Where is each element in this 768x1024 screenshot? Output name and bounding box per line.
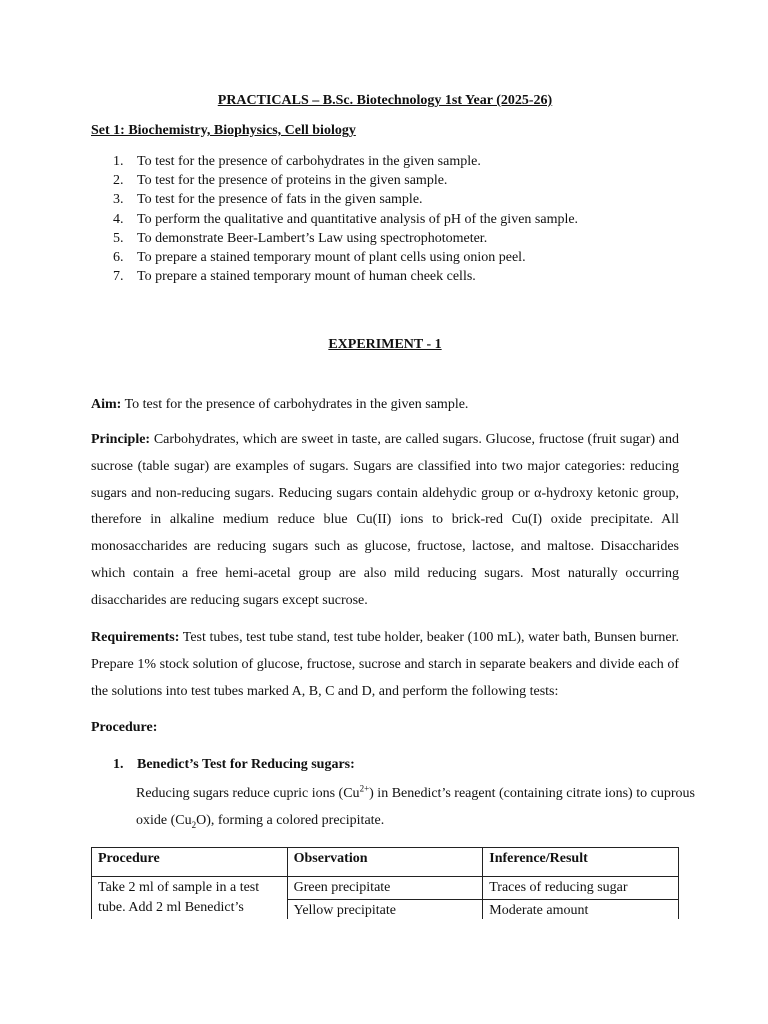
list-item xyxy=(91,171,578,190)
table-cell: Traces of reducing sugar xyxy=(483,877,679,900)
set-heading: Set 1: Biochemistry, Biophysics, Cell biology xyxy=(91,123,356,138)
list-number: 3. xyxy=(113,192,124,208)
list-item xyxy=(91,210,578,229)
list-number: 7. xyxy=(113,269,124,285)
step-desc-part: ) in Benedict’s reagent (containing citrate ions) to cuprous oxide (Cu xyxy=(136,786,695,828)
table-header: Inference/Result xyxy=(483,848,679,877)
principle-text: Carbohydrates, which are sweet in taste, are called sugars. Glucose, fructose (fruit sugar) and sucrose (table sugar) are examples of sugars. Sugars are classified into two major categories: reducing sugars and non-reducing sugars. Reducing sugars contain aldehydic group or α-hydroxy ketonic group, therefore in alkaline medium reduce blue Cu(II) ions to brick-red Cu(I) oxide precipitate. All monosaccharides are reducing sugars such as glucose, fructose, lactose, and maltose. Disaccharides which contain a free hemi-acetal group are also mild reducing sugars. Most naturally occurring disaccharides are reducing sugars except sucrose. xyxy=(91,432,679,608)
step-desc-part: O), forming a colored precipitate. xyxy=(196,813,385,828)
list-number: 4. xyxy=(113,211,124,227)
aim-paragraph xyxy=(91,392,679,419)
principle-label: Principle: xyxy=(91,432,151,447)
list-number: 2. xyxy=(113,173,124,189)
step-description xyxy=(136,780,696,834)
procedure-heading: Procedure: xyxy=(91,720,158,735)
list-number: 5. xyxy=(113,230,124,246)
list-text: To test for the presence of carbohydrates in the given sample. xyxy=(137,154,481,169)
experiment-heading: EXPERIMENT - 1 xyxy=(328,337,442,352)
list-number: 1. xyxy=(113,154,124,169)
list-text: To prepare a stained temporary mount of human cheek cells. xyxy=(137,269,476,285)
superscript: 2+ xyxy=(359,783,370,794)
list-number: 6. xyxy=(113,249,124,265)
table-cell-procedure: Take 2 ml of sample in a test tube. Add 2 ml Benedict’s xyxy=(92,877,288,920)
list-item xyxy=(91,229,578,248)
step-title-text: Benedict’s Test for Reducing sugars: xyxy=(137,757,355,772)
table-header-row xyxy=(92,848,679,877)
list-text: To prepare a stained temporary mount of plant cells using onion peel. xyxy=(137,249,526,265)
list-text: To test for the presence of fats in the given sample. xyxy=(137,192,423,208)
step-title xyxy=(113,757,355,773)
results-table-container xyxy=(91,847,691,919)
list-text: To demonstrate Beer-Lambert’s Law using spectrophotometer. xyxy=(137,230,488,246)
list-item xyxy=(91,152,578,171)
table-header: Observation xyxy=(287,848,483,877)
list-text: To perform the qualitative and quantitative analysis of pH of the given sample. xyxy=(137,211,579,227)
subscript: 2 xyxy=(191,819,197,830)
list-item xyxy=(91,267,578,286)
results-table xyxy=(91,847,679,919)
table-cell: Green precipitate xyxy=(287,877,483,900)
step-desc-part: Reducing sugars reduce cupric ions (Cu xyxy=(136,786,360,801)
requirements-paragraph xyxy=(91,625,679,705)
table-cell: Yellow precipitate xyxy=(287,900,483,920)
list-item xyxy=(91,190,578,209)
document-title: PRACTICALS – B.Sc. Biotechnology 1st Year (2025-26) xyxy=(217,93,553,108)
list-item xyxy=(91,248,578,267)
aim-label: Aim: xyxy=(91,397,122,412)
table-cell: Moderate amount xyxy=(483,900,679,920)
list-text: To test for the presence of proteins in the given sample. xyxy=(137,173,448,189)
step-number: 1. xyxy=(113,757,124,772)
principle-paragraph xyxy=(91,427,679,615)
table-header: Procedure xyxy=(92,848,288,877)
aim-text: To test for the presence of carbohydrates in the given sample. xyxy=(121,397,469,412)
requirements-text: Test tubes, test tube stand, test tube holder, beaker (100 mL), water bath, Bunsen burner. Prepare 1% stock solution of glucose, fructose, sucrose and starch in separate beakers and divide each of the solutions into test tubes marked A, B, C and D, and perform the following tests: xyxy=(91,630,679,699)
requirements-label: Requirements: xyxy=(91,630,180,645)
table-row xyxy=(92,877,679,900)
experiment-list xyxy=(91,152,578,286)
